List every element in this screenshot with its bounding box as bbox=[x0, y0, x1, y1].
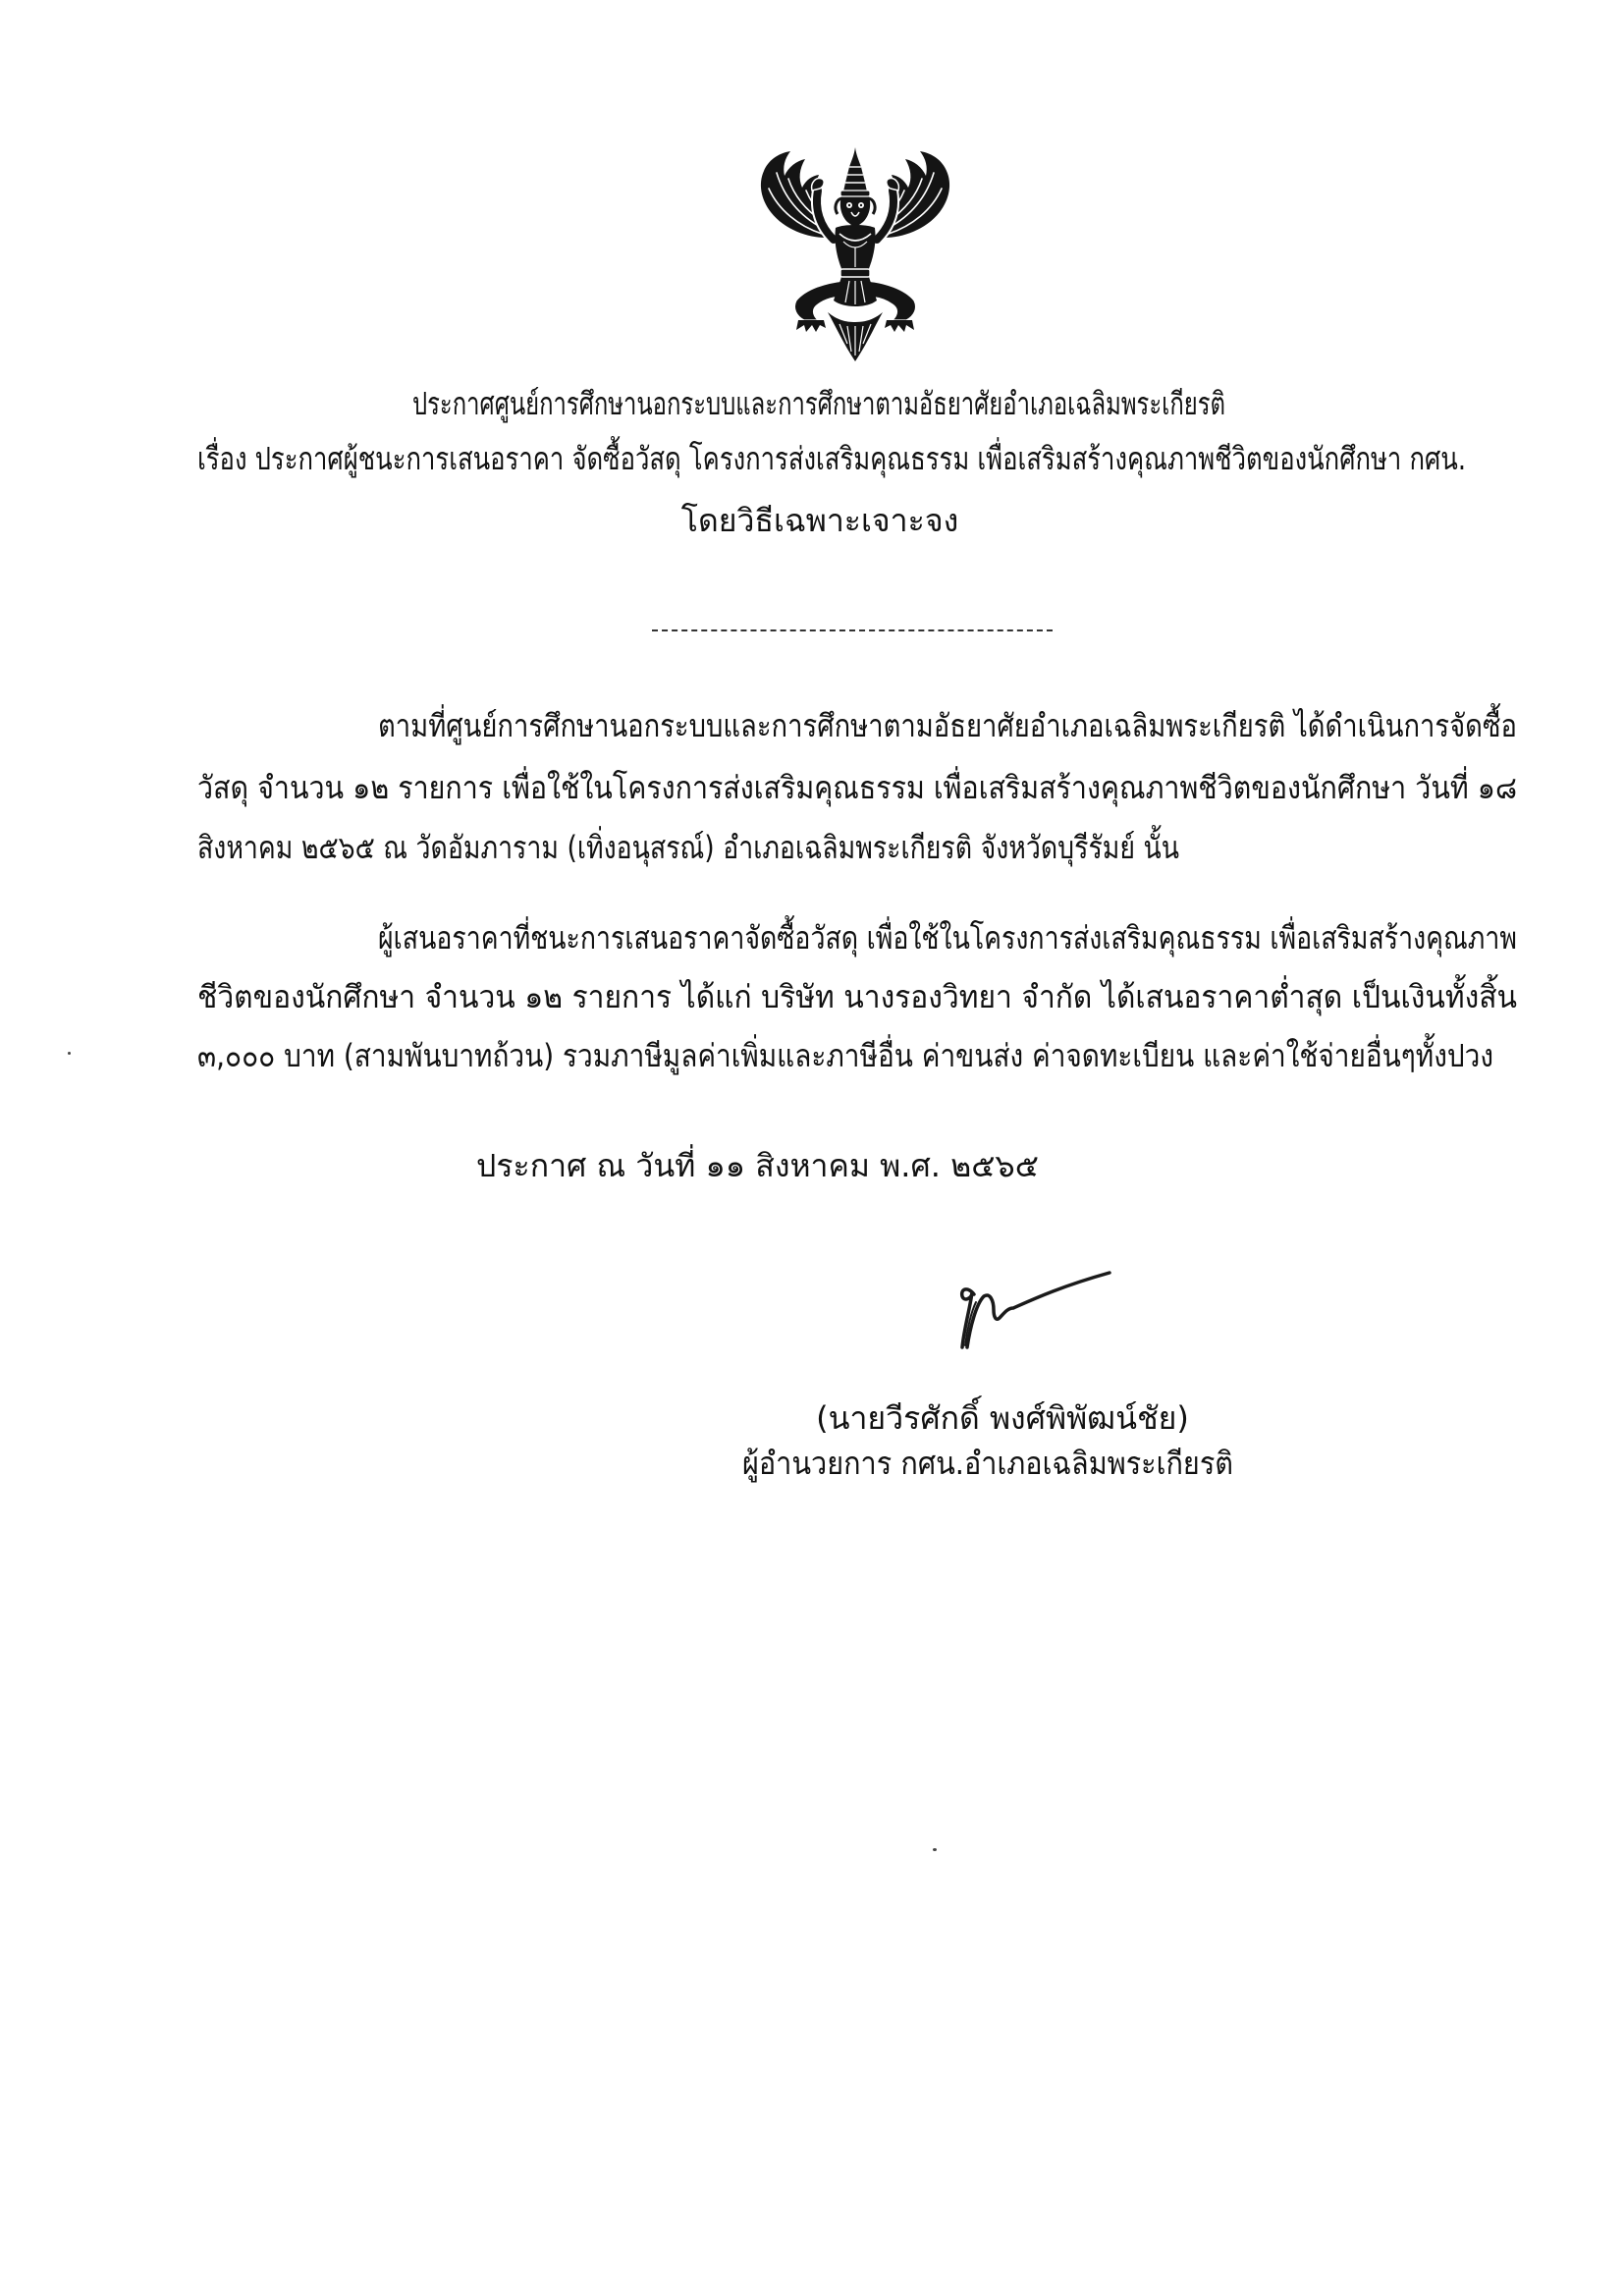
garuda-emblem-icon bbox=[757, 145, 953, 363]
scan-speck bbox=[68, 1052, 71, 1055]
paragraph-1-line-2 bbox=[197, 763, 1517, 812]
signatory-name-line bbox=[806, 1394, 1199, 1443]
paragraph-text: ตามที่ศูนย์การศึกษานอกระบบและการศึกษาตามอัธยาศัยอำเภอเฉลิมพระเกียรติ ได้ดำเนินการจัดซื้อ bbox=[378, 707, 1517, 744]
paragraph-2-line-1 bbox=[378, 913, 1517, 962]
heading-subject: เรื่อง ประกาศผู้ชนะการเสนอราคา จัดซื้อวัสดุ โครงการส่งเสริมคุณธรรม เพื่อเสริมสร้างคุณภาพชีวิตของนักศึกษา กศน. bbox=[197, 440, 1466, 477]
announcement-date: ประกาศ ณ วันที่ ๑๑ สิงหาคม พ.ศ. ๒๕๖๕ bbox=[476, 1147, 1039, 1184]
heading-title: ประกาศศูนย์การศึกษานอกระบบและการศึกษาตามอัธยาศัยอำเภอเฉลิมพระเกียรติ bbox=[412, 385, 1225, 422]
heading-method-line bbox=[623, 496, 1016, 545]
signatory-name: (นายวีรศักดิ์ พงศ์พิพัฒน์ชัย) bbox=[816, 1399, 1189, 1437]
paragraph-text: ๓,๐๐๐ บาท (สามพันบาทถ้วน) รวมภาษีมูลค่าเพิ่มและภาษีอื่น ค่าขนส่ง ค่าจดทะเบียน และค่าใช้จ่ายอื่นๆทั้งปวง bbox=[197, 1037, 1493, 1074]
paragraph-text: วัสดุ จำนวน ๑๒ รายการ เพื่อใช้ในโครงการส่งเสริมคุณธรรม เพื่อเสริมสร้างคุณภาพชีวิตของนักศึกษา วันที่ ๑๘ bbox=[197, 769, 1517, 806]
signatory-position: ผู้อำนวยการ กศน.อำเภอเฉลิมพระเกียรติ bbox=[742, 1445, 1233, 1482]
paragraph-text: สิงหาคม ๒๕๖๕ ณ วัดอัมภาราม (เทิ่งอนุสรณ์) อำเภอเฉลิมพระเกียรติ จังหวัดบุรีรัมย์ นั้น bbox=[197, 829, 1179, 866]
announcement-date-line bbox=[476, 1141, 1164, 1190]
paragraph-2-line-3 bbox=[197, 1031, 1493, 1080]
scan-speck bbox=[933, 1848, 937, 1851]
paragraph-1-line-1 bbox=[378, 701, 1517, 750]
heading-title-line bbox=[412, 379, 1225, 428]
paragraph-2-line-2 bbox=[197, 972, 1517, 1021]
paragraph-text: ชีวิตของนักศึกษา จำนวน ๑๒ รายการ ได้แก่ บริษัท นางรองวิทยา จำกัด ได้เสนอราคาต่ำสุด เป็นเงินทั้งสิ้น bbox=[197, 978, 1517, 1015]
heading-subject-line bbox=[197, 434, 1466, 483]
handwritten-signature-icon bbox=[952, 1265, 1119, 1359]
paragraph-text: ผู้เสนอราคาที่ชนะการเสนอราคาจัดซื้อวัสดุ เพื่อใช้ในโครงการส่งเสริมคุณธรรม เพื่อเสริมสร้างคุณภาพ bbox=[378, 919, 1517, 957]
procurement-method: โดยวิธีเฉพาะเจาะจง bbox=[680, 502, 959, 539]
dashed-divider bbox=[652, 629, 1053, 631]
paragraph-1-line-3 bbox=[197, 823, 1179, 872]
signatory-position-line bbox=[742, 1439, 1233, 1488]
